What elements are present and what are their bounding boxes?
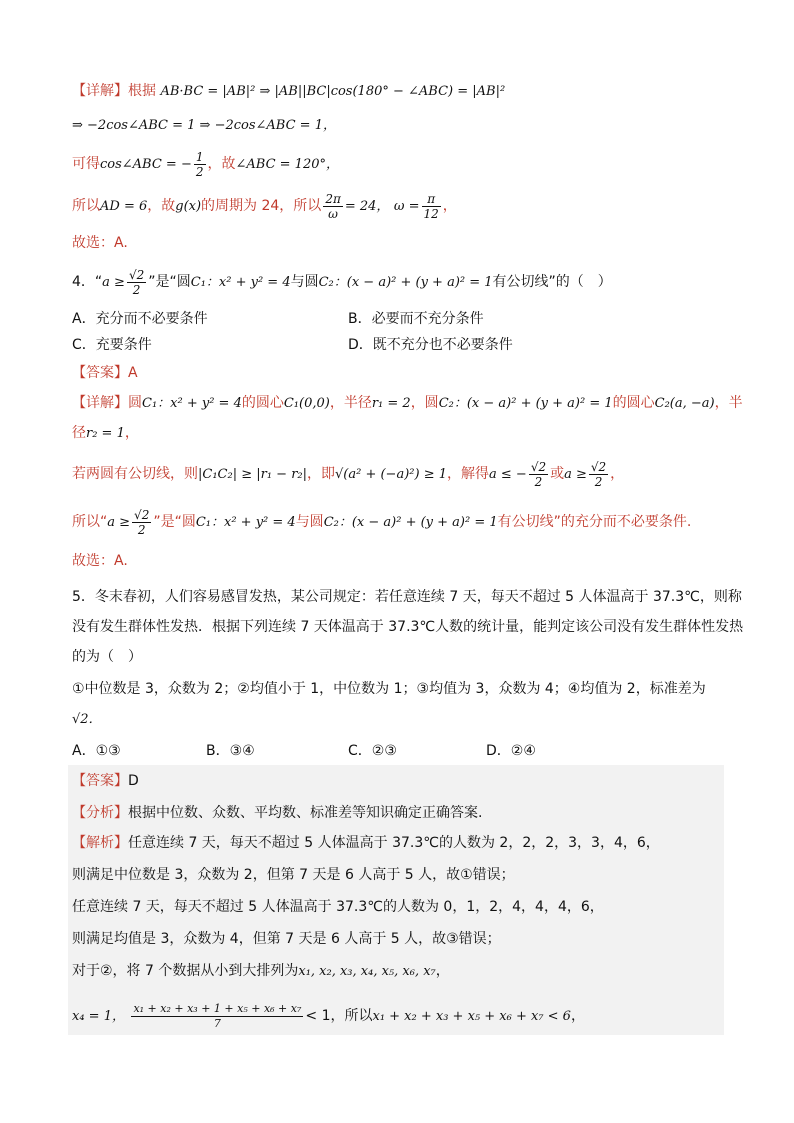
frac-num: 1 xyxy=(195,149,204,164)
q4-answer xyxy=(72,364,722,382)
q3-line-4-b: AD = 6 xyxy=(100,199,148,214)
q5-stem-5 xyxy=(72,710,722,729)
q4-d1-k: ，半 xyxy=(714,395,743,411)
frac-den: 12 xyxy=(423,206,439,221)
fraction xyxy=(194,150,206,179)
q4-detail-line-3 xyxy=(72,456,722,492)
q5-answer xyxy=(72,772,722,790)
q3-line-2-text: ⇒ −2cos∠ABC = 1 ⇒ −2cos∠ABC = 1， xyxy=(72,118,336,133)
answer-label: 【答案】 xyxy=(72,365,128,381)
q4-d3-g: 或 xyxy=(550,466,565,482)
q4-d4-f: C₂：(x − a)² + (y + a)² = 1 xyxy=(323,515,498,530)
q4-d3-b: |C₁C₂| ≥ |r₁ − r₂| xyxy=(198,467,308,482)
q3-line-4-c: ，故 xyxy=(147,198,176,214)
q4-stem xyxy=(72,264,722,300)
q3-line-4-a: 所以 xyxy=(72,198,100,214)
q3-line-4-f: = 24， xyxy=(344,199,390,214)
q4-d2-b: r₂ = 1 xyxy=(86,426,125,441)
frac-den: 2 xyxy=(534,474,543,489)
frac-den: 2 xyxy=(132,282,141,297)
q4-d1-f: r₁ = 2 xyxy=(371,396,411,411)
q4-d3-d: √(a² + (−a)²) ≥ 1 xyxy=(335,467,447,482)
frac-num: 2π xyxy=(325,191,341,206)
q4-d4-e: 与圆 xyxy=(295,514,324,530)
q5-s6-a: x₄ = 1， xyxy=(72,1009,125,1024)
q4-d1-i: 的圆心 xyxy=(612,395,655,411)
q4-d1-j: C₂(a, −a) xyxy=(654,396,715,411)
q4-option-c: C．充要条件 xyxy=(72,337,152,353)
q4-choose: 故选：A. xyxy=(72,553,128,569)
frac-num: π xyxy=(422,192,441,207)
q3-line-4-g: ω = xyxy=(393,199,420,214)
frac-den: 2 xyxy=(594,474,603,489)
q4-d4-a: 所以“ xyxy=(72,514,108,530)
q5-stem-1: 5．冬末春初，人们容易感冒发热，某公司规定：若任意连续 7 天，每天不超过 5 人体温高于 37.3℃，则称 xyxy=(72,589,742,605)
q5-option-c: C．②③ xyxy=(348,743,397,759)
fraction xyxy=(131,1002,303,1031)
analysis-label: 【分析】 xyxy=(72,805,128,821)
q5-s5-b: x₁, x₂, x₃, x₄, x₅, x₆, x₇ xyxy=(298,964,436,979)
q5-solution-1 xyxy=(72,834,722,852)
q3-line-4-d: g(x) xyxy=(175,199,202,214)
q5-stem-5-text: √2． xyxy=(72,712,102,727)
q4-d3-f: a ≤ − xyxy=(489,467,527,482)
q5-s6-b: < 1，所以 xyxy=(305,1008,373,1024)
q5-s6-d: ， xyxy=(570,1008,585,1024)
q4-stem-d: C₁：x² + y² = 4 xyxy=(190,275,291,290)
q3-line-4 xyxy=(72,188,722,224)
q4-d1-a: 圆 xyxy=(128,395,142,411)
fraction xyxy=(529,460,548,489)
q4-stem-c: ”是“圆 xyxy=(148,274,191,290)
q4-d4-d: C₁：x² + y² = 4 xyxy=(195,515,296,530)
q4-detail-line-2 xyxy=(72,424,722,443)
q4-stem-a: 4．“ xyxy=(72,274,103,290)
q5-option-b: B．③④ xyxy=(206,743,255,759)
q3-line-4-e: 的周期为 24，所以 xyxy=(201,198,322,214)
q4-d4-c: ”是“圆 xyxy=(153,514,196,530)
q4-d1-e: ，半径 xyxy=(329,395,372,411)
fraction xyxy=(132,508,151,537)
vector-formula: AB·BC = |AB|² ⇒ |AB||BC|cos(180° − ∠ABC) = |AB|² xyxy=(160,84,506,99)
q3-line-3-d: ∠ABC = 120°， xyxy=(235,157,339,172)
q4-option-d: D．既不充分也不必要条件 xyxy=(348,337,513,353)
frac-num: √2 xyxy=(134,507,150,522)
answer-label: 【答案】 xyxy=(72,773,128,789)
q3-choose: 故选：A. xyxy=(72,235,128,251)
q5-solution-3: 任意连续 7 天，每天不超过 5 人体温高于 37.3℃的人数为 0，1，2，4，4，4，6， xyxy=(72,899,604,915)
q3-line-3 xyxy=(72,146,722,182)
q4-d1-h: C₂：(x − a)² + (y + a)² = 1 xyxy=(438,396,613,411)
solution-text-1: 任意连续 7 天，每天不超过 5 人体温高于 37.3℃的人数为 2，2，2，3，3，4，6， xyxy=(128,835,660,851)
analysis-text: 根据中位数、众数、平均数、标准差等知识确定正确答案. xyxy=(128,805,483,821)
q5-solution-5 xyxy=(72,962,722,981)
answer-value: D xyxy=(128,773,139,789)
frac-den: 7 xyxy=(213,1016,221,1030)
solution-label: 【解析】 xyxy=(72,835,128,851)
frac-num: √2 xyxy=(590,459,607,474)
detail-label: 【详解】 xyxy=(72,83,128,99)
q5-s6-c: x₁ + x₂ + x₃ + x₅ + x₆ + x₇ < 6 xyxy=(372,1009,571,1024)
q5-stem-4: ①中位数是 3，众数为 2；②均值小于 1，中位数为 1；③均值为 3，众数为 4；④均值为 2，标准差为 xyxy=(72,681,706,697)
q4-detail-line-4 xyxy=(72,504,722,540)
fraction xyxy=(422,192,441,221)
q5-analysis xyxy=(72,804,722,822)
q4-stem-g: 有公切线”的（ ） xyxy=(492,274,612,290)
q5-option-a: A．①③ xyxy=(72,743,121,759)
q4-detail-line-1 xyxy=(72,394,743,413)
q5-s5-a: 对于②，将 7 个数据从小到大排列为 xyxy=(72,963,299,979)
frac-den: 2 xyxy=(195,164,204,179)
q4-d1-c: 的圆心 xyxy=(241,395,284,411)
fraction xyxy=(589,460,608,489)
q4-d4-g: 有公切线”的充分而不必要条件. xyxy=(497,514,692,530)
answer-value: A xyxy=(128,365,138,381)
fraction xyxy=(323,192,343,221)
q4-d3-a: 若两圆有公切线，则 xyxy=(72,466,198,482)
q4-d3-h: a ≥ xyxy=(564,467,587,482)
q4-d1-g: ，圆 xyxy=(410,395,439,411)
q4-d2-a: 径 xyxy=(72,425,86,441)
q5-s5-c: ， xyxy=(435,963,450,979)
q3-line-2 xyxy=(72,116,722,135)
q3-line-3-b: cos∠ABC = − xyxy=(100,157,192,172)
frac-num: √2 xyxy=(530,459,547,474)
q3-line-3-c: ，故 xyxy=(207,156,236,172)
q5-solution-2: 则满足中位数是 3，众数为 2，但第 7 天是 6 人高于 5 人，故①错误； xyxy=(72,867,515,883)
q4-d4-b: a ≥ xyxy=(107,515,131,530)
q5-solution-6 xyxy=(72,996,722,1036)
q4-stem-f: C₂：(x − a)² + (y + a)² = 1 xyxy=(318,275,493,290)
q4-d1-d: C₁(0,0) xyxy=(283,396,330,411)
q4-option-b: B．必要而不充分条件 xyxy=(348,311,484,327)
q5-option-d: D．②④ xyxy=(486,743,536,759)
detail-label: 【详解】 xyxy=(72,395,128,411)
q3-line-4-h: ， xyxy=(442,198,457,214)
q4-d3-e: ，解得 xyxy=(447,466,489,482)
q3-detail-line xyxy=(72,82,722,101)
q5-stem-3: 的为（ ） xyxy=(72,649,142,665)
frac-num: √2 xyxy=(128,267,145,282)
q5-solution-4: 则满足均值是 3，众数为 4，但第 7 天是 6 人高于 5 人，故③错误； xyxy=(72,931,501,947)
q4-d2-c: ， xyxy=(124,425,139,441)
q3-line-3-a: 可得 xyxy=(72,156,100,172)
q4-option-a: A．充分而不必要条件 xyxy=(72,311,208,327)
q4-d1-b: C₁：x² + y² = 4 xyxy=(142,396,242,411)
q4-d3-c: ，即 xyxy=(307,466,336,482)
q5-stem-2: 没有发生群体性发热．根据下列连续 7 天体温高于 37.3℃人数的统计量，能判定该公司没有发生群体性发热 xyxy=(72,619,744,635)
frac-den: 2 xyxy=(137,522,146,537)
q4-stem-b: a ≥ xyxy=(102,275,125,290)
q4-d3-i: ， xyxy=(610,466,625,482)
detail-prefix: 根据 xyxy=(128,83,156,99)
frac-den: ω xyxy=(328,206,338,221)
frac-num: x₁ + x₂ + x₃ + 1 + x₅ + x₆ + x₇ xyxy=(133,1001,302,1015)
q4-stem-e: 与圆 xyxy=(290,274,319,290)
fraction xyxy=(127,268,146,297)
